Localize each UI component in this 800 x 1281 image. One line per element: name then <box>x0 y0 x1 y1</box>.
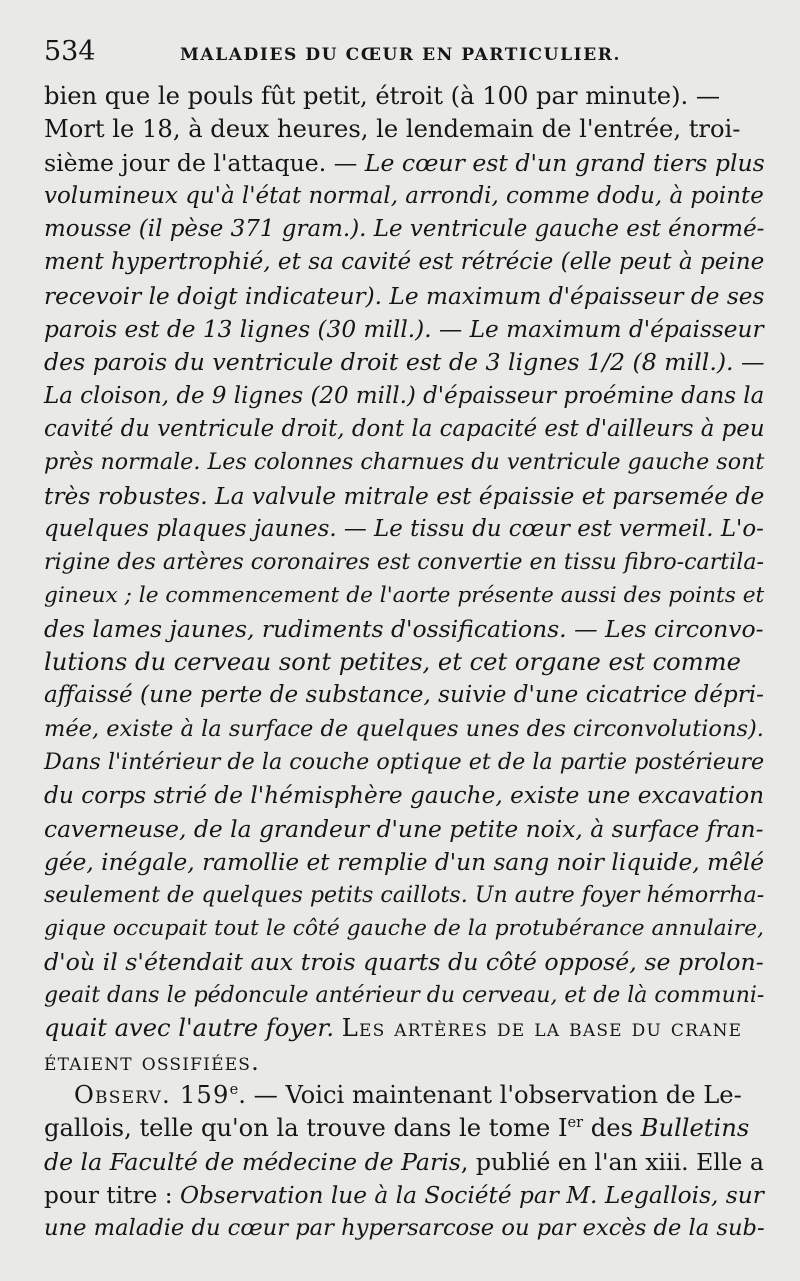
text-segment: affaissé (une perte de substance, suivie d'une cicatrice dépri- <box>44 682 764 709</box>
text-segment: rigine des artères coronaires est convertie en tissu fibro-cartila- <box>44 549 764 576</box>
text-line <box>44 280 764 313</box>
text-line <box>44 1046 764 1079</box>
text-line <box>44 846 764 879</box>
text-line <box>44 979 764 1012</box>
text-segment: des parois du ventricule droit est de 3 lignes 1/2 (8 mill.). — <box>44 348 765 377</box>
text-line <box>44 879 764 912</box>
text-segment: cavité du ventricule droit, dont la capacité est d'ailleurs à peu <box>44 415 765 442</box>
text-line <box>44 380 764 413</box>
text-line <box>44 646 764 679</box>
text-segment: du corps strié de l'hémisphère gauche, existe une excavation <box>44 782 765 810</box>
text-segment: La cloison, de 9 lignes (20 mill.) d'épaisseur proémine dans la <box>44 382 765 409</box>
text-segment: quelques plaques jaunes. — Le tissu du cœur est vermeil. L'o- <box>44 515 764 542</box>
text-line <box>44 1079 764 1112</box>
text-segment: Le cœur est d'un grand tiers plus <box>364 148 765 177</box>
text-segment: mousse (il pèse 371 gram.). Le ventricule gauche est énormé- <box>44 216 765 243</box>
superscript: er <box>567 1115 584 1132</box>
text-line <box>44 1012 764 1045</box>
text-line <box>44 1146 764 1179</box>
text-line <box>44 80 764 113</box>
text-segment: lutions du cerveau sont petites, et cet organe est comme <box>44 648 741 677</box>
text-line <box>44 713 764 746</box>
text-line <box>44 213 764 246</box>
text-segment: Dans l'intérieur de la couche optique et de la partie postérieure <box>44 748 765 775</box>
text-segment: recevoir le doigt indicateur). Le maximum d'épaisseur de ses <box>44 282 765 310</box>
text-line <box>44 912 764 945</box>
text-line <box>44 1212 764 1245</box>
text-segment: des lames jaunes, rudiments d'ossifications. — Les circonvo- <box>44 614 764 643</box>
text-segment: Observ. 159 <box>74 1080 230 1109</box>
text-line <box>44 346 764 379</box>
text-line <box>44 147 764 180</box>
text-line <box>44 246 764 279</box>
text-segment: Les artères de la base du crane <box>341 1014 743 1043</box>
page-number: 534 <box>44 36 96 67</box>
text-segment: , publié en l'an xiii. Elle a <box>460 1147 764 1176</box>
text-segment: étaient ossifiées. <box>44 1047 261 1076</box>
text-segment: une maladie du cœur par hypersarcose ou par excès de la sub- <box>44 1215 765 1242</box>
text-segment: bien que le pouls fût petit, étroit (à 100 par minute). — <box>44 82 721 110</box>
text-segment: Observation lue à la Société par M. Legallois, sur <box>179 1181 764 1209</box>
text-segment: parois est de 13 lignes (30 mill.). — Le maximum d'épaisseur <box>44 316 764 344</box>
text-segment: très robustes. La valvule mitrale est épaissie et parsemée de <box>44 481 765 510</box>
text-line <box>44 180 764 213</box>
text-line <box>44 779 764 812</box>
text-segment: . — Voici maintenant l'observation de Le- <box>238 1080 742 1109</box>
text-segment: gineux ; le commencement de l'aorte présente aussi des points et <box>44 583 765 609</box>
text-segment: volumineux qu'à l'état normal, arrondi, comme dodu, à pointe <box>44 182 764 209</box>
text-line <box>44 579 764 612</box>
text-line <box>44 1179 764 1212</box>
text-line <box>44 946 764 979</box>
text-line <box>44 480 764 513</box>
text-segment: caverneuse, de la grandeur d'une petite noix, à surface fran- <box>44 814 764 843</box>
text-line <box>44 513 764 546</box>
text-segment: près normale. Les colonnes charnues du ventricule gauche sont <box>44 449 765 476</box>
text-segment: Bulletins <box>640 1114 750 1143</box>
text-segment: sième jour de l'attaque. — <box>44 148 365 177</box>
text-line <box>44 546 764 579</box>
text-segment: d'où il s'étendait aux trois quarts du côté opposé, se prolon- <box>44 947 764 976</box>
text-segment: quait avec l'autre foyer. <box>44 1014 342 1043</box>
page-header <box>44 36 764 80</box>
text-line <box>44 813 764 846</box>
text-line <box>44 613 764 646</box>
text-segment: geait dans le pédoncule antérieur du cerveau, et de là communi- <box>44 983 765 1009</box>
running-title: MALADIES DU CŒUR EN PARTICULIER. <box>180 45 621 65</box>
text-segment: pour titre : <box>44 1181 180 1209</box>
text-line <box>44 113 764 146</box>
text-segment: de la Faculté de médecine de Paris <box>44 1147 461 1176</box>
text-line <box>44 746 764 779</box>
text-segment: gée, inégale, ramollie et remplie d'un sang noir liquide, mêlé <box>44 848 765 876</box>
text-segment: mée, existe à la surface de quelques unes des circonvolutions). <box>44 715 764 742</box>
text-line <box>44 1112 764 1145</box>
text-segment: gique occupait tout le côté gauche de la protubérance annulaire, <box>44 916 764 942</box>
text-line <box>44 679 764 712</box>
body-text <box>44 80 764 1245</box>
text-line <box>44 413 764 446</box>
text-segment: seulement de quelques petits caillots. Un autre foyer hémorrha- <box>44 882 765 909</box>
text-segment: des <box>583 1114 641 1143</box>
text-segment: gallois, telle qu'on la trouve dans le tome I <box>44 1114 568 1143</box>
text-line <box>44 446 764 479</box>
text-segment: Mort le 18, à deux heures, le lendemain de l'entrée, troi- <box>44 115 741 144</box>
text-line <box>44 313 764 346</box>
text-segment: ment hypertrophié, et sa cavité est rétrécie (elle peut à peine <box>44 249 765 276</box>
superscript: e <box>229 1081 239 1098</box>
